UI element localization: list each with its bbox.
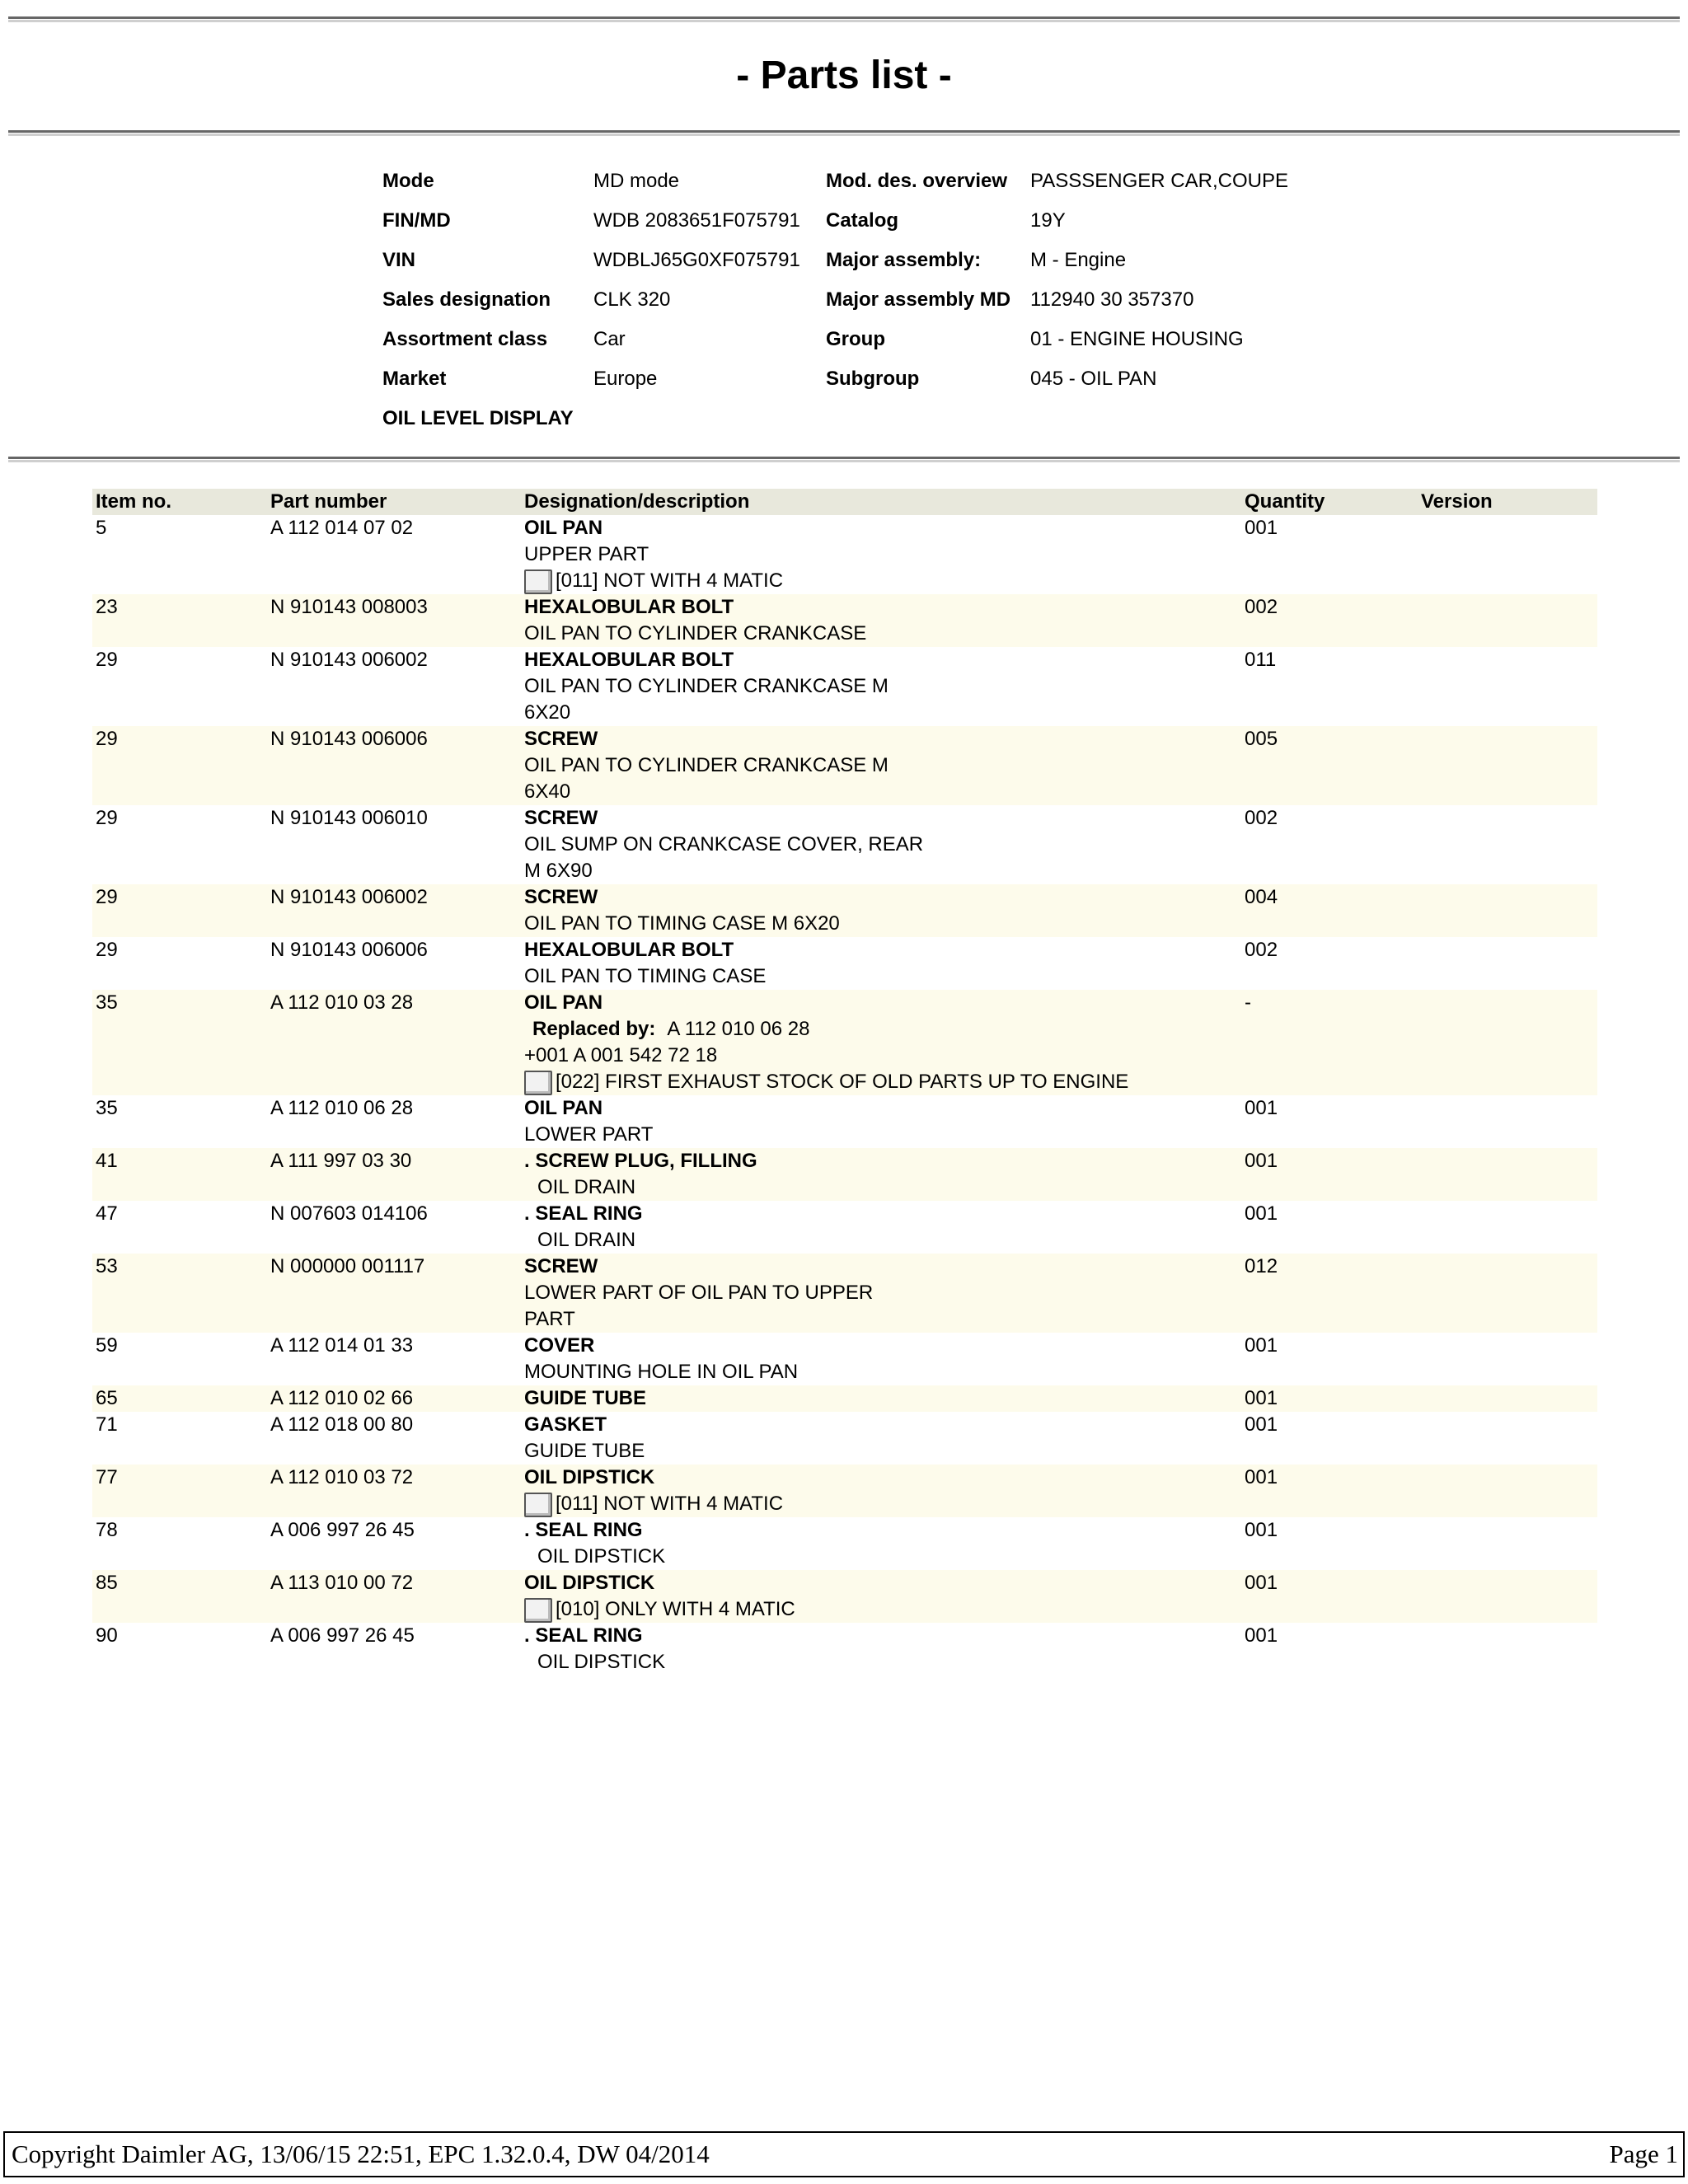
table-row	[92, 884, 1597, 937]
item-number: 35	[96, 1097, 118, 1119]
info-value: Europe	[593, 368, 658, 390]
table-row	[92, 1254, 1597, 1333]
info-value: 045 - OIL PAN	[1030, 368, 1157, 390]
version	[1421, 594, 1597, 647]
designation	[524, 990, 1245, 1095]
quantity: 002	[1245, 807, 1278, 829]
footer	[3, 2131, 1685, 2177]
item-number: 23	[96, 596, 118, 618]
designation-title: OIL PAN	[524, 517, 603, 539]
table-row	[92, 1095, 1597, 1148]
header-item-no: Item no.	[96, 490, 172, 513]
designation-title: SCREW	[524, 728, 598, 750]
designation-line: OIL PAN TO TIMING CASE	[524, 965, 767, 987]
part-number: N 007603 014106	[270, 1202, 428, 1225]
designation	[524, 594, 1245, 647]
info-label: Group	[826, 328, 885, 350]
quantity: 001	[1245, 1519, 1278, 1541]
quantity: 001	[1245, 1624, 1278, 1647]
parts-table	[92, 489, 1597, 1675]
part-number: N 910143 006006	[270, 939, 428, 961]
designation	[524, 515, 1245, 594]
designation-line: 6X20	[524, 701, 571, 724]
part-number: N 000000 001117	[270, 1255, 425, 1277]
table-row	[92, 1465, 1597, 1517]
title-rule-shadow	[8, 134, 1680, 136]
item-number: 71	[96, 1413, 118, 1436]
designation-title: COVER	[524, 1334, 595, 1357]
top-rule	[8, 16, 1680, 19]
quantity: 002	[1245, 939, 1278, 961]
quantity: 001	[1245, 1097, 1278, 1119]
designation-line: OIL PAN TO CYLINDER CRANKCASE	[524, 622, 867, 644]
info-extra-label: OIL LEVEL DISPLAY	[382, 407, 574, 429]
version	[1421, 990, 1597, 1095]
designation	[524, 1148, 1245, 1201]
designation-title: SCREW	[524, 807, 598, 829]
info-value: 112940 30 357370	[1030, 288, 1194, 311]
item-number: 85	[96, 1572, 118, 1594]
quantity: 001	[1245, 1202, 1278, 1225]
footnote-text: [010] ONLY WITH 4 MATIC	[556, 1598, 795, 1620]
item-number: 78	[96, 1519, 118, 1541]
item-number: 59	[96, 1334, 118, 1357]
designation-line: MOUNTING HOLE IN OIL PAN	[524, 1361, 799, 1383]
version	[1421, 1333, 1597, 1385]
info-rule-shadow	[8, 460, 1680, 462]
designation-title: OIL PAN	[524, 1097, 603, 1119]
version	[1421, 1412, 1597, 1465]
footnote-icon[interactable]	[524, 1493, 552, 1517]
item-number: 90	[96, 1624, 118, 1647]
item-number: 29	[96, 649, 118, 671]
version	[1421, 1517, 1597, 1570]
header-designation: Designation/description	[524, 490, 750, 513]
part-number: A 112 014 07 02	[270, 517, 414, 539]
footnote-text: [011] NOT WITH 4 MATIC	[556, 569, 784, 592]
part-number: A 112 010 03 72	[270, 1466, 414, 1488]
part-number: A 113 010 00 72	[270, 1572, 414, 1594]
item-number: 35	[96, 991, 118, 1014]
info-label: Market	[382, 368, 447, 390]
page-title: - Parts list -	[736, 54, 952, 97]
table-row	[92, 1385, 1597, 1412]
item-number: 47	[96, 1202, 118, 1225]
info-value: CLK 320	[593, 288, 671, 311]
item-number: 53	[96, 1255, 118, 1277]
designation-line: OIL PAN TO CYLINDER CRANKCASE M	[524, 675, 889, 697]
info-label: Assortment class	[382, 328, 548, 350]
quantity: 001	[1245, 1466, 1278, 1488]
quantity: 004	[1245, 886, 1278, 908]
table-row	[92, 1412, 1597, 1465]
item-number: 5	[96, 517, 107, 539]
info-value: Car	[593, 328, 626, 350]
designation-title: HEXALOBULAR BOLT	[524, 649, 734, 671]
designation-line: M 6X90	[524, 860, 593, 882]
table-row	[92, 594, 1597, 647]
designation-title: . SEAL RING	[524, 1202, 643, 1225]
designation	[524, 1570, 1245, 1623]
designation-line: UPPER PART	[524, 543, 649, 565]
info-value: PASSSENGER CAR,COUPE	[1030, 170, 1288, 192]
designation-line: 6X40	[524, 780, 571, 803]
top-rule-shadow	[8, 20, 1680, 22]
info-label: Sales designation	[382, 288, 551, 311]
item-number: 29	[96, 939, 118, 961]
quantity: 011	[1245, 649, 1277, 671]
designation-subline: OIL DRAIN	[537, 1176, 636, 1198]
designation-subline: OIL DIPSTICK	[537, 1545, 666, 1568]
designation-title: . SCREW PLUG, FILLING	[524, 1150, 757, 1172]
designation	[524, 1465, 1245, 1517]
designation	[524, 1517, 1245, 1570]
table-header	[92, 489, 1597, 515]
title-rule	[8, 130, 1680, 133]
replaced-by-label: Replaced by:	[532, 1018, 656, 1040]
version	[1421, 1201, 1597, 1254]
table-row	[92, 1517, 1597, 1570]
quantity: 001	[1245, 1572, 1278, 1594]
designation-title: OIL DIPSTICK	[524, 1466, 655, 1488]
designation	[524, 937, 1245, 990]
quantity: -	[1245, 991, 1251, 1014]
part-number: A 112 010 03 28	[270, 991, 414, 1014]
quantity: 002	[1245, 596, 1278, 618]
part-number: N 910143 006002	[270, 886, 428, 908]
version	[1421, 1570, 1597, 1623]
table-row	[92, 726, 1597, 805]
part-number: A 112 014 01 33	[270, 1334, 414, 1357]
version	[1421, 1095, 1597, 1148]
version	[1421, 1465, 1597, 1517]
info-label: Mod. des. overview	[826, 170, 1008, 192]
part-number: N 910143 006006	[270, 728, 428, 750]
footnote	[524, 1491, 1245, 1517]
part-number: A 006 997 26 45	[270, 1624, 415, 1647]
footer-copyright: Copyright Daimler AG, 13/06/15 22:51, EPC 1.32.0.4, DW 04/2014	[12, 2139, 710, 2168]
info-value: WDBLJ65G0XF075791	[593, 249, 800, 271]
version	[1421, 937, 1597, 990]
header-part-number: Part number	[270, 490, 387, 513]
designation	[524, 805, 1245, 884]
info-label: Major assembly:	[826, 249, 982, 271]
version	[1421, 1623, 1597, 1675]
table-row	[92, 515, 1597, 594]
designation	[524, 647, 1245, 726]
item-number: 77	[96, 1466, 118, 1488]
designation-line: OIL PAN TO TIMING CASE M 6X20	[524, 912, 840, 935]
designation-title: . SEAL RING	[524, 1624, 643, 1647]
info-label: FIN/MD	[382, 209, 451, 232]
quantity: 001	[1245, 1387, 1278, 1409]
designation-line: OIL SUMP ON CRANKCASE COVER, REAR	[524, 833, 924, 855]
part-number: A 112 010 06 28	[270, 1097, 414, 1119]
designation	[524, 1412, 1245, 1465]
header-quantity: Quantity	[1245, 490, 1325, 513]
header-version: Version	[1421, 490, 1493, 513]
designation-line: +001 A 001 542 72 18	[524, 1044, 718, 1066]
table-row	[92, 1148, 1597, 1201]
replaced-by-part: A 112 010 06 28	[667, 1018, 810, 1040]
info-rule	[8, 457, 1680, 459]
part-number: N 910143 006002	[270, 649, 428, 671]
designation	[524, 1333, 1245, 1385]
quantity: 001	[1245, 1334, 1278, 1357]
designation-line: OIL PAN TO CYLINDER CRANKCASE M	[524, 754, 889, 776]
info-label: Catalog	[826, 209, 899, 232]
designation-title: . SEAL RING	[524, 1519, 643, 1541]
footnote-icon[interactable]	[524, 569, 552, 594]
info-value: MD mode	[593, 170, 680, 192]
version	[1421, 805, 1597, 884]
footnote-icon[interactable]	[524, 1071, 552, 1095]
designation-line: PART	[524, 1308, 575, 1330]
info-value: WDB 2083651F075791	[593, 209, 800, 232]
quantity: 012	[1245, 1255, 1278, 1277]
designation-line: LOWER PART	[524, 1123, 654, 1146]
quantity: 001	[1245, 1413, 1278, 1436]
info-label: Subgroup	[826, 368, 920, 390]
version	[1421, 726, 1597, 805]
table-body	[92, 515, 1597, 1675]
footnote	[524, 1596, 1245, 1623]
item-number: 65	[96, 1387, 118, 1409]
designation-subline: OIL DIPSTICK	[537, 1651, 666, 1673]
designation	[524, 1623, 1245, 1675]
footnote	[524, 1069, 1245, 1095]
table-row	[92, 647, 1597, 726]
part-number: A 006 997 26 45	[270, 1519, 415, 1541]
info-label: VIN	[382, 249, 416, 271]
part-number: A 112 018 00 80	[270, 1413, 414, 1436]
item-number: 29	[96, 886, 118, 908]
designation	[524, 1201, 1245, 1254]
version	[1421, 1148, 1597, 1201]
table-row	[92, 990, 1597, 1095]
designation-line: LOWER PART OF OIL PAN TO UPPER	[524, 1282, 874, 1304]
footnote-text: [022] FIRST EXHAUST STOCK OF OLD PARTS UP TO ENGINE	[556, 1071, 1129, 1093]
part-number: N 910143 006010	[270, 807, 428, 829]
designation-title: OIL DIPSTICK	[524, 1572, 655, 1594]
quantity: 005	[1245, 728, 1278, 750]
designation-title: GUIDE TUBE	[524, 1387, 647, 1409]
info-value: 01 - ENGINE HOUSING	[1030, 328, 1244, 350]
designation	[524, 1254, 1245, 1333]
item-number: 41	[96, 1150, 118, 1172]
designation-title: SCREW	[524, 886, 598, 908]
designation-title: HEXALOBULAR BOLT	[524, 596, 734, 618]
version	[1421, 1254, 1597, 1333]
part-number: A 112 010 02 66	[270, 1387, 414, 1409]
table-row	[92, 937, 1597, 990]
footnote-text: [011] NOT WITH 4 MATIC	[556, 1493, 784, 1515]
designation-title: SCREW	[524, 1255, 598, 1277]
table-row	[92, 1201, 1597, 1254]
version	[1421, 1385, 1597, 1412]
table-row	[92, 805, 1597, 884]
version	[1421, 884, 1597, 937]
footer-page-number: Page 1	[1609, 2139, 1678, 2168]
designation	[524, 884, 1245, 937]
version	[1421, 515, 1597, 594]
item-number: 29	[96, 807, 118, 829]
quantity: 001	[1245, 517, 1278, 539]
quantity: 001	[1245, 1150, 1278, 1172]
designation-subline: OIL DRAIN	[537, 1229, 636, 1251]
designation	[524, 1095, 1245, 1148]
designation	[524, 726, 1245, 805]
footnote-icon[interactable]	[524, 1598, 552, 1623]
info-label: Major assembly MD	[826, 288, 1011, 311]
part-number: N 910143 008003	[270, 596, 428, 618]
version	[1421, 647, 1597, 726]
designation-title: GASKET	[524, 1413, 607, 1436]
info-label: Mode	[382, 170, 434, 192]
item-number: 29	[96, 728, 118, 750]
table-row	[92, 1570, 1597, 1623]
table-row	[92, 1623, 1597, 1675]
designation-title: OIL PAN	[524, 991, 603, 1014]
replaced-by	[524, 1016, 1245, 1043]
designation-title: HEXALOBULAR BOLT	[524, 939, 734, 961]
info-value: M - Engine	[1030, 249, 1127, 271]
part-number: A 111 997 03 30	[270, 1150, 412, 1172]
table-row	[92, 1333, 1597, 1385]
info-value: 19Y	[1030, 209, 1066, 232]
footnote	[524, 568, 1245, 594]
designation-line: GUIDE TUBE	[524, 1440, 645, 1462]
designation	[524, 1385, 1245, 1412]
